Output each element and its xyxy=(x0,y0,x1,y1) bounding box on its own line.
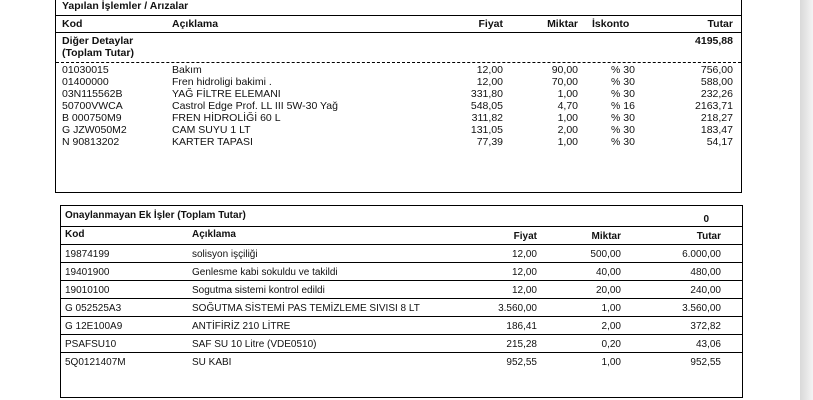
row-miktar: 1,00 xyxy=(601,303,621,314)
row-fiyat: 331,80 xyxy=(470,88,503,100)
row-miktar: 70,00 xyxy=(551,76,578,88)
row-miktar: 1,00 xyxy=(557,88,578,100)
col-header-fiyat: Fiyat xyxy=(513,231,537,242)
row-miktar: 2,00 xyxy=(601,321,621,332)
row-fiyat: 3.560,00 xyxy=(498,303,537,314)
row-aciklama: SU KABI xyxy=(192,357,232,368)
work-done-table xyxy=(55,0,742,193)
row-kod: 01400000 xyxy=(62,76,109,88)
row-kod: N 90813202 xyxy=(62,136,120,148)
row-aciklama: KARTER TAPASI xyxy=(172,136,253,148)
col-header-miktar: Miktar xyxy=(591,231,621,242)
page-edge xyxy=(800,0,813,400)
row-fiyat: 311,82 xyxy=(471,112,503,124)
row-fiyat: 131,05 xyxy=(470,124,503,136)
divider xyxy=(56,15,741,16)
row-aciklama: FREN HİDROLİĞİ 60 L xyxy=(172,112,281,124)
row-miktar: 40,00 xyxy=(595,267,621,278)
row-kod: 19874199 xyxy=(65,249,110,260)
col-header-tutar: Tutar xyxy=(707,18,733,30)
row-tutar: 952,55 xyxy=(690,357,721,368)
row-tutar: 54,17 xyxy=(706,136,733,148)
row-aciklama: Bakım xyxy=(172,64,202,76)
summary-label: Diğer Detaylar xyxy=(62,35,134,47)
row-aciklama: solisyon işçiliği xyxy=(192,249,258,260)
row-miktar: 1,00 xyxy=(601,357,621,368)
row-kod: 01030015 xyxy=(62,64,109,76)
row-fiyat: 548,05 xyxy=(470,100,503,112)
row-kod: 19010100 xyxy=(65,285,110,296)
row-aciklama: Fren hidroligi bakimi . xyxy=(172,76,272,88)
row-divider xyxy=(61,244,742,245)
row-aciklama: ANTİFİRİZ 210 LİTRE xyxy=(192,321,291,332)
row-fiyat: 186,41 xyxy=(506,321,537,332)
col-header-iskonto: İskonto xyxy=(592,18,630,30)
col-header-kod: Kod xyxy=(62,18,83,30)
summary-label-sub: (Toplam Tutar) xyxy=(62,47,134,59)
divider xyxy=(56,32,741,33)
row-divider xyxy=(61,298,742,299)
row-kod: G JZW050M2 xyxy=(62,124,127,136)
unapproved-title: Onaylanmayan Ek İşler (Toplam Tutar) xyxy=(65,210,246,221)
row-fiyat: 12,00 xyxy=(476,64,503,76)
work-done-title: Yapılan İşlemler / Arızalar xyxy=(62,0,189,12)
unapproved-total: 0 xyxy=(703,214,709,225)
col-header-tutar: Tutar xyxy=(696,231,721,242)
row-iskonto: % 30 xyxy=(611,136,635,148)
row-iskonto: % 16 xyxy=(611,100,635,112)
row-fiyat: 12,00 xyxy=(511,249,537,260)
row-fiyat: 12,00 xyxy=(511,267,537,278)
row-kod: 19401900 xyxy=(65,267,110,278)
col-header-aciklama: Açıklama xyxy=(192,229,236,240)
row-fiyat: 12,00 xyxy=(476,76,503,88)
row-miktar: 0,20 xyxy=(601,339,621,350)
row-miktar: 1,00 xyxy=(557,112,578,124)
row-tutar: 183,47 xyxy=(700,124,733,136)
row-tutar: 480,00 xyxy=(690,267,721,278)
row-miktar: 20,00 xyxy=(595,285,621,296)
row-aciklama: SOĞUTMA SİSTEMİ PAS TEMİZLEME SIVISI 8 LT xyxy=(192,303,420,314)
row-divider xyxy=(61,352,742,353)
row-miktar: 500,00 xyxy=(590,249,621,260)
row-kod: G 052525A3 xyxy=(65,303,122,314)
row-tutar: 756,00 xyxy=(700,64,733,76)
row-miktar: 90,00 xyxy=(551,64,578,76)
dashed-divider xyxy=(56,62,741,63)
row-tutar: 218,27 xyxy=(700,112,733,124)
row-kod: PSAFSU10 xyxy=(65,339,117,350)
row-fiyat: 215,28 xyxy=(506,339,537,350)
summary-total: 4195,88 xyxy=(695,35,733,47)
row-tutar: 43,06 xyxy=(695,339,721,350)
row-aciklama: CAM SUYU 1 LT xyxy=(172,124,251,136)
row-divider xyxy=(61,334,742,335)
row-aciklama: YAĞ FİLTRE ELEMANI xyxy=(172,88,281,100)
row-tutar: 240,00 xyxy=(690,285,721,296)
col-header-miktar: Miktar xyxy=(547,18,578,30)
row-tutar: 588,00 xyxy=(700,76,733,88)
row-tutar: 6.000,00 xyxy=(682,249,721,260)
row-divider xyxy=(61,280,742,281)
unapproved-work-table xyxy=(60,205,743,398)
row-fiyat: 952,55 xyxy=(506,357,537,368)
row-tutar: 3.560,00 xyxy=(682,303,721,314)
row-kod: 5Q0121407M xyxy=(65,357,126,368)
row-aciklama: Genlesme kabi sokuldu ve takildi xyxy=(192,267,338,278)
row-iskonto: % 30 xyxy=(611,76,635,88)
row-aciklama: Castrol Edge Prof. LL III 5W-30 Yağ xyxy=(172,100,338,112)
row-iskonto: % 30 xyxy=(611,88,635,100)
row-fiyat: 77,39 xyxy=(476,136,503,148)
row-miktar: 4,70 xyxy=(557,100,578,112)
col-header-kod: Kod xyxy=(65,229,85,240)
row-tutar: 232,26 xyxy=(700,88,733,100)
row-divider xyxy=(61,262,742,263)
row-kod: 03N115562B xyxy=(62,88,123,100)
row-iskonto: % 30 xyxy=(611,124,635,136)
row-divider xyxy=(61,316,742,317)
row-kod: 50700VWCA xyxy=(62,100,123,112)
row-miktar: 1,00 xyxy=(557,136,578,148)
col-header-aciklama: Açıklama xyxy=(172,18,219,30)
row-aciklama: Sogutma sistemi kontrol edildi xyxy=(192,285,325,296)
row-kod: B 000750M9 xyxy=(62,112,122,124)
row-fiyat: 12,00 xyxy=(511,285,537,296)
row-aciklama: SAF SU 10 Litre (VDE0510) xyxy=(192,339,317,350)
row-tutar: 372,82 xyxy=(690,321,721,332)
row-tutar: 2163,71 xyxy=(695,100,733,112)
row-kod: G 12E100A9 xyxy=(65,321,123,332)
row-iskonto: % 30 xyxy=(611,64,635,76)
row-miktar: 2,00 xyxy=(557,124,578,136)
col-header-fiyat: Fiyat xyxy=(478,18,503,30)
row-iskonto: % 30 xyxy=(611,112,635,124)
divider xyxy=(61,226,742,227)
